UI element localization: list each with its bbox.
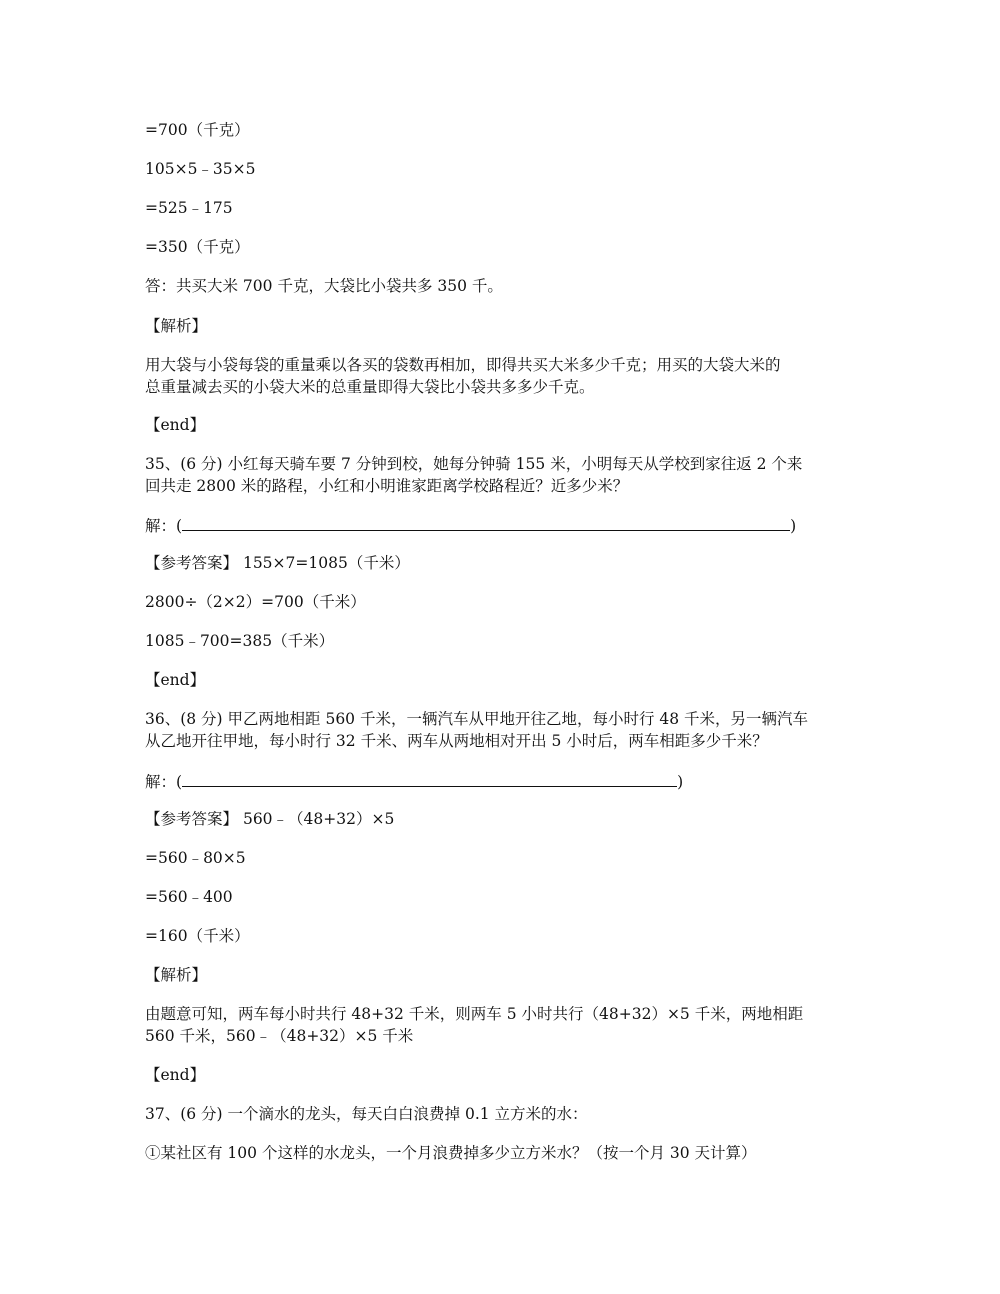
q35-answer-text-1: 155×7=1085（千米） [242, 554, 410, 572]
q35-answer-blank[interactable] [182, 514, 790, 531]
q36-answer-blank[interactable] [182, 770, 677, 787]
q35-solution-suffix: ) [790, 517, 797, 535]
q36-stem-line-1: 36、(8 分) 甲乙两地相距 560 千米，一辆汽车从甲地开往乙地，每小时行 48 千米，另一辆汽车 [145, 710, 809, 728]
q35-solution-prefix: 解：( [145, 517, 183, 535]
q36-solution-suffix: ) [677, 773, 684, 791]
q35-answer-label: 【参考答案】 [145, 554, 239, 572]
q35-answer-line-3: 1085﹣700=385（千米） [145, 632, 335, 650]
q34-analysis-label: 【解析】 [145, 317, 208, 335]
q37-sub-question-1: ①某社区有 100 个这样的水龙头，一个月浪费掉多少立方米水？（按一个月 30 天计算） [145, 1144, 757, 1162]
q35-stem-line-1: 35、(6 分) 小红每天骑车要 7 分钟到校，她每分钟骑 155 米，小明每天从学校到家往返 2 个来 [145, 455, 803, 473]
q34-calc-line-3: =525﹣175 [145, 199, 233, 217]
q36-analysis-line-1: 由题意可知，两车每小时共行 48+32 千米，则两车 5 小时共行（48+32）×5 千米，两地相距 [145, 1005, 804, 1023]
q36-stem-line-2: 从乙地开往甲地，每小时行 32 千米、两车从两地相对开出 5 小时后，两车相距多少千米？ [145, 732, 768, 750]
q36-analysis-line-2: 560 千米，560﹣（48+32）×5 千米 [145, 1027, 414, 1045]
q35-answer-line-2: 2800÷（2×2）=700（千米） [145, 593, 366, 611]
q36-analysis-label: 【解析】 [145, 966, 208, 984]
q34-answer-statement: 答：共买大米 700 千克，大袋比小袋共多 350 千。 [145, 277, 503, 295]
q34-calc-line-1: =700（千克） [145, 121, 250, 139]
q36-answer-label: 【参考答案】 [145, 810, 239, 828]
q36-answer-line-3: =560﹣400 [145, 888, 233, 906]
q37-stem-line-1: 37、(6 分) 一个滴水的龙头，每天白白浪费掉 0.1 立方米的水： [145, 1105, 588, 1123]
q35-solution-line [145, 514, 796, 536]
q34-calc-line-2: 105×5﹣35×5 [145, 160, 256, 178]
q34-analysis-line-1: 用大袋与小袋每袋的重量乘以各买的袋数再相加，即得共买大米多少千克；用买的大袋大米的 [145, 356, 781, 374]
q36-answer-text-1: 560﹣（48+32）×5 [242, 810, 395, 828]
q35-stem-line-2: 回共走 2800 米的路程，小红和小明谁家距离学校路程近？近多少米？ [145, 477, 629, 495]
q36-end-marker: 【end】 [145, 1066, 206, 1084]
q34-end-marker: 【end】 [145, 416, 206, 434]
q34-analysis-line-2: 总重量减去买的小袋大米的总重量即得大袋比小袋共多多少千克。 [145, 378, 595, 396]
q35-answer-line-1 [145, 553, 410, 573]
q36-answer-line-4: =160（千米） [145, 927, 250, 945]
q36-answer-line-1 [145, 809, 394, 829]
q35-end-marker: 【end】 [145, 671, 206, 689]
q36-answer-line-2: =560﹣80×5 [145, 849, 246, 867]
q36-solution-prefix: 解：( [145, 773, 183, 791]
q36-solution-line [145, 770, 683, 792]
q34-calc-line-4: =350（千克） [145, 238, 250, 256]
